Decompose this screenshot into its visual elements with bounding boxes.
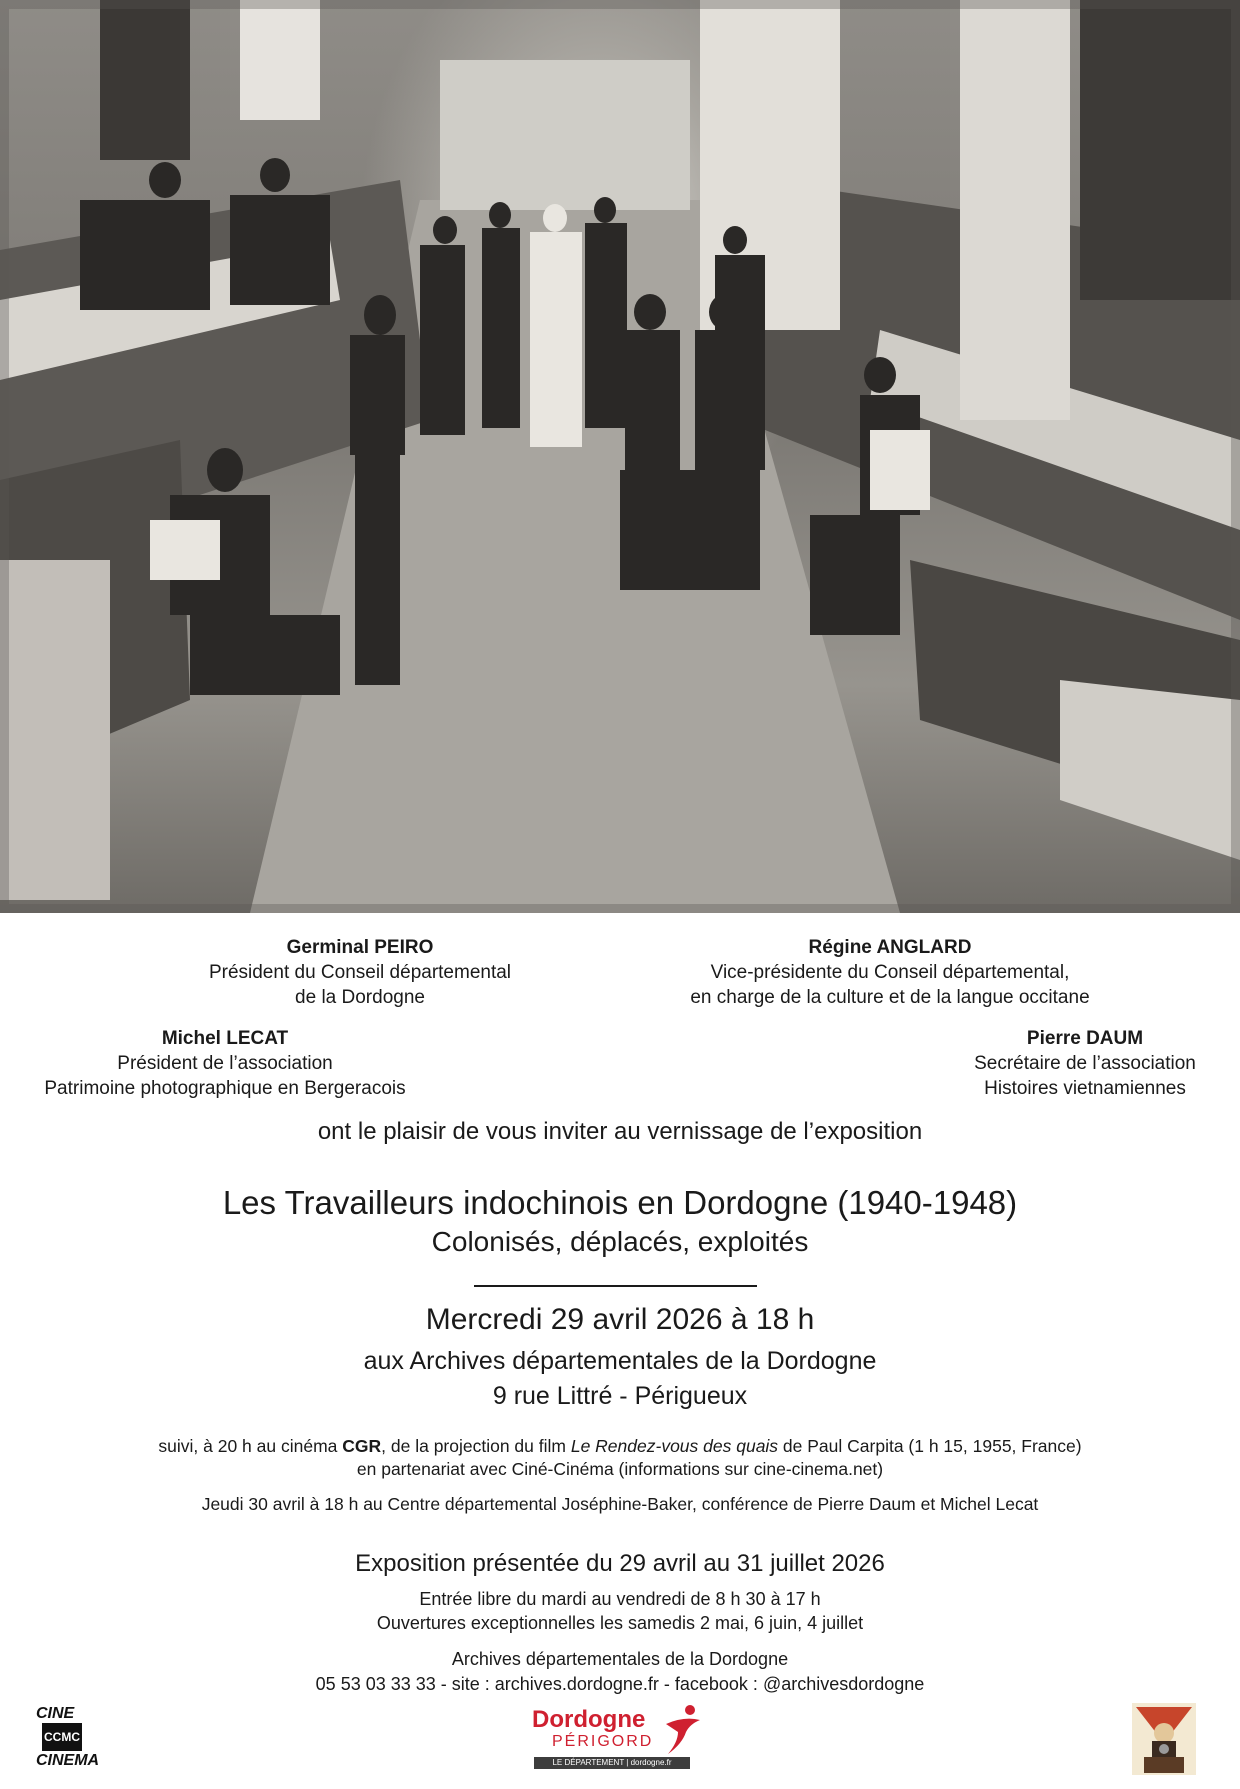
event-date: Mercredi 29 avril 2026 à 18 h bbox=[425, 1303, 815, 1336]
divider bbox=[474, 1285, 757, 1287]
exposition-hours bbox=[0, 1587, 1240, 1635]
exhibition-title: Les Travailleurs indochinois en Dordogne (1940-1948) bbox=[222, 1184, 1018, 1221]
host-name: Pierre DAUM bbox=[1026, 1028, 1144, 1049]
dordogne-perigord-logo-icon bbox=[528, 1702, 708, 1776]
event-address: 9 rue Littré - Périgueux bbox=[492, 1382, 748, 1410]
cine-logo-box: CCMC bbox=[42, 1723, 82, 1751]
event-venue: aux Archives départementales de la Dordogne bbox=[363, 1347, 877, 1375]
screening-prefix: suivi, à 20 h au cinéma bbox=[158, 1436, 343, 1456]
screening-cinema: CGR bbox=[342, 1436, 382, 1456]
host-name: Michel LECAT bbox=[161, 1028, 289, 1049]
exhibition-subtitle: Colonisés, déplacés, exploités bbox=[431, 1226, 809, 1257]
dordogne-figure-icon bbox=[660, 1702, 706, 1758]
photographer-icon bbox=[1132, 1703, 1196, 1775]
host-role-line: Patrimoine photographique en Bergeracois bbox=[44, 1078, 406, 1099]
cine-logo-bottom: CINEMA bbox=[36, 1752, 100, 1769]
host-role-line: Président de l’association bbox=[117, 1053, 333, 1074]
screening-info bbox=[0, 1435, 1240, 1481]
exposition-dates: Exposition présentée du 29 avril au 31 juillet 2026 bbox=[355, 1550, 885, 1577]
host-name: Régine ANGLARD bbox=[808, 937, 972, 958]
dordogne-logo-name: Dordogne bbox=[532, 1706, 646, 1733]
contact-info bbox=[0, 1647, 1240, 1697]
host-role-line: en charge de la culture et de la langue occitane bbox=[690, 987, 1090, 1008]
contact-org: Archives départementales de la Dordogne bbox=[451, 1649, 789, 1669]
host-michel-lecat bbox=[10, 1026, 440, 1101]
host-role-line: Secrétaire de l’association bbox=[974, 1053, 1196, 1074]
host-pierre-daum bbox=[930, 1026, 1240, 1101]
host-role-line: Histoires vietnamiennes bbox=[984, 1078, 1186, 1099]
screening-line bbox=[0, 1435, 1240, 1458]
host-germinal-peiro bbox=[140, 935, 580, 1010]
screening-film: Le Rendez-vous des quais bbox=[570, 1436, 779, 1456]
host-regine-anglard bbox=[640, 935, 1140, 1010]
exceptional-openings: Ouvertures exceptionnelles les samedis 2 mai, 6 juin, 4 juillet bbox=[376, 1613, 864, 1633]
contact-details: 05 53 03 33 33 - site : archives.dordogne.fr - facebook : @archivesdordogne bbox=[315, 1674, 925, 1694]
dordogne-logo-tagline: LE DÉPARTEMENT | dordogne.fr bbox=[534, 1757, 690, 1769]
host-role-line: Vice-présidente du Conseil départemental, bbox=[710, 962, 1070, 983]
host-role-line: de la Dordogne bbox=[295, 987, 425, 1008]
host-name: Germinal PEIRO bbox=[286, 937, 434, 958]
cine-cinema-logo-icon bbox=[36, 1706, 102, 1772]
screening-partner: en partenariat avec Ciné-Cinéma (informations sur cine-cinema.net) bbox=[356, 1459, 884, 1479]
cine-logo-top: CINE bbox=[36, 1705, 75, 1722]
dordogne-logo-region: PÉRIGORD bbox=[552, 1733, 654, 1750]
screening-middle: , de la projection du film bbox=[381, 1436, 571, 1456]
screening-suffix: de Paul Carpita (1 h 15, 1955, France) bbox=[778, 1436, 1082, 1456]
invitation-text: ont le plaisir de vous inviter au vernissage de l’exposition bbox=[317, 1118, 923, 1145]
patrimoine-photographique-logo-icon bbox=[1132, 1703, 1196, 1775]
host-role-line: Président du Conseil départemental bbox=[208, 962, 512, 983]
conference-info: Jeudi 30 avril à 18 h au Centre départemental Joséphine-Baker, conférence de Pierre Daum et Michel Lecat bbox=[201, 1494, 1039, 1514]
opening-hours: Entrée libre du mardi au vendredi de 8 h 30 à 17 h bbox=[419, 1589, 821, 1609]
